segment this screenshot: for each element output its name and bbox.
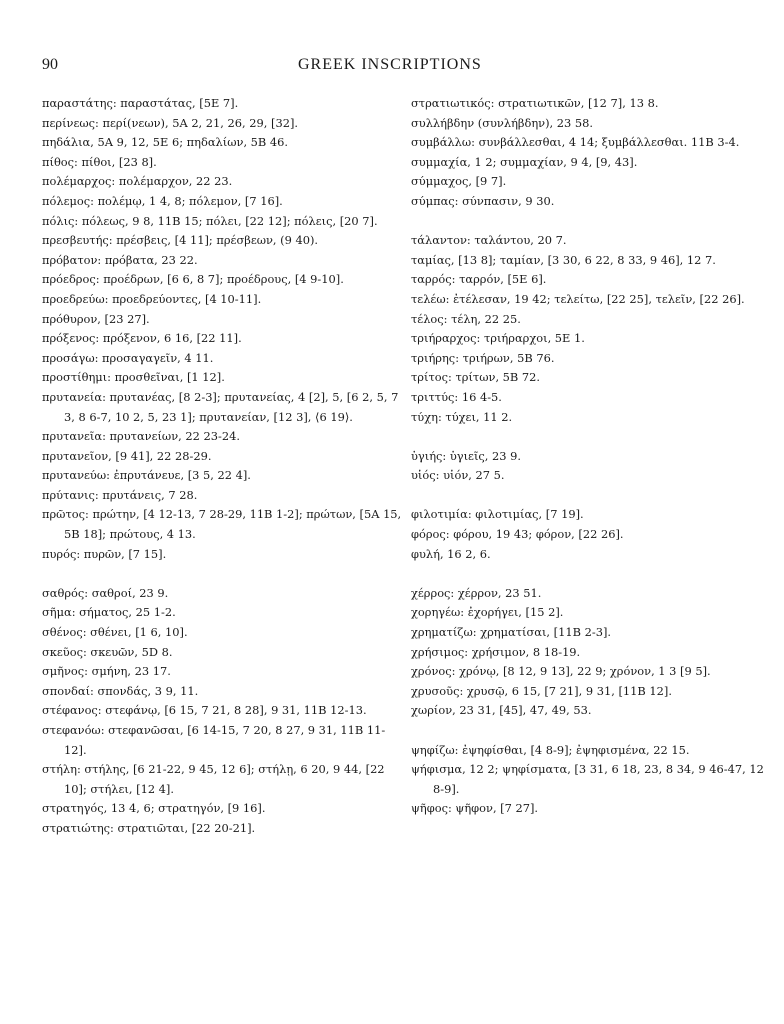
index-entry: χρήσιμος: χρήσιμον, 8 18-19. — [411, 644, 581, 659]
index-entry: τελέω: ἐτέλεσαν, 19 42; τελείτω, [22 25], τελεῖν, [22 26]. — [411, 291, 745, 306]
section-gap — [42, 564, 402, 584]
index-entry: χέρρος: χέρρον, 23 51. — [411, 585, 542, 600]
index-entry: πρόεδρος: προέδρων, [6 6, 8 7]; προέδρους, [4 9-10]. — [42, 272, 344, 287]
index-entry: πρυτανεία: πρυτανέας, [8 2-3]; πρυτανείας, 4 [2], 5, [6 2, 5, 7 3, 8 6-7, 10 2, 5, 23 1]; πρυτανείαν, [12 3], ⟨6 19⟩. — [42, 389, 399, 424]
index-entry: φόρος: φόρου, 19 43; φόρον, [22 26]. — [411, 527, 624, 542]
section-gap — [411, 564, 771, 584]
index-entry: στέφανος: στεφάνῳ, [6 15, 7 21, 8 28], 9 31, 11B 12-13. — [42, 703, 367, 718]
index-entry: συμμαχία, 1 2; συμμαχίαν, 9 4, [9, 43]. — [411, 154, 638, 169]
index-entry: φυλή, 16 2, 6. — [411, 546, 491, 561]
section-gap — [411, 427, 771, 447]
index-entry: τύχη: τύχει, 11 2. — [411, 409, 513, 424]
index-entry: προσάγω: προσαγαγεῖν, 4 11. — [42, 350, 214, 365]
index-entry: ταμίας, [13 8]; ταμίαν, [3 30, 6 22, 8 33, 9 46], 12 7. — [411, 252, 716, 267]
index-entry: πόλεμος: πολέμῳ, 1 4, 8; πόλεμον, [7 16]. — [42, 193, 283, 208]
index-entry: χωρίον, 23 31, [45], 47, 49, 53. — [411, 703, 592, 718]
index-entry: τέλος: τέλη, 22 25. — [411, 311, 521, 326]
index-entry: προστίθημι: προσθεῖναι, [1 12]. — [42, 370, 225, 385]
index-entry: περίνεως: περί(νεων), 5A 2, 21, 26, 29, [32]. — [42, 115, 299, 130]
index-column-left — [42, 94, 402, 839]
index-entry: σπονδαί: σπονδάς, 3 9, 11. — [42, 683, 199, 698]
index-entry: σκεῦος: σκευῶν, 5D 8. — [42, 644, 173, 659]
index-entry: πυρός: πυρῶν, [7 15]. — [42, 546, 167, 561]
index-entry: υἱός: υἱόν, 27 5. — [411, 468, 505, 483]
index-entry: σμῆνος: σμήνη, 23 17. — [42, 664, 171, 679]
index-entry: χρυσοῦς: χρυσῷ, 6 15, [7 21], 9 31, [11B 12]. — [411, 683, 672, 698]
index-entry: πρόθυρον, [23 27]. — [42, 311, 150, 326]
index-entry: τριήραρχος: τριήραρχοι, 5E 1. — [411, 331, 585, 346]
running-title: GREEK INSCRIPTIONS — [298, 56, 482, 73]
index-entry: στεφανόω: στεφανῶσαι, [6 14-15, 7 20, 8 27, 9 31, 11B 11-12]. — [42, 723, 386, 757]
index-entry: ὑγιής: ὑγιεῖς, 23 9. — [411, 448, 522, 463]
index-entry: πρυτανεῖον, [9 41], 22 28-29. — [42, 448, 212, 463]
index-entry: στρατιωτικός: στρατιωτικῶν, [12 7], 13 8. — [411, 96, 659, 110]
index-entry: πολέμαρχος: πολέμαρχον, 22 23. — [42, 174, 233, 189]
index-entry: συμβάλλω: συνβάλλεσθαι, 4 14; ξυμβάλλεσθαι. 11B 3-4. — [411, 135, 740, 150]
page-number: 90 — [42, 56, 58, 73]
index-entry: σαθρός: σαθροί, 23 9. — [42, 585, 169, 600]
index-entry: σῆμα: σήματος, 25 1-2. — [42, 605, 176, 620]
index-entry: συλλήβδην (συνλήβδην), 23 58. — [411, 115, 593, 130]
index-entry: χρηματίζω: χρηματίσαι, [11B 2-3]. — [411, 625, 612, 640]
index-entry: ψήφισμα, 12 2; ψηφίσματα, [3 31, 6 18, 23, 8 34, 9 46-47, 12 8-9]. — [411, 762, 764, 796]
index-entry: χορηγέω: ἐχορήγει, [15 2]. — [411, 605, 564, 620]
index-entry: στρατηγός, 13 4, 6; στρατηγόν, [9 16]. — [42, 801, 266, 816]
index-entry: τρίτος: τρίτων, 5B 72. — [411, 370, 541, 385]
index-entry: πρεσβευτής: πρέσβεις, [4 11]; πρέσβεων, (9 40). — [42, 233, 319, 248]
index-entry: πηδάλια, 5A 9, 12, 5E 6; πηδαλίων, 5B 46. — [42, 135, 289, 150]
index-entry: πρῶτος: πρώτην, [4 12-13, 7 28-29, 11B 1-2]; πρώτων, [5A 15, 5B 18]; πρώτους, 4 13. — [42, 507, 402, 542]
index-entry: τριήρης: τριήρων, 5B 76. — [411, 350, 555, 365]
index-entry: ταρρός: ταρρόν, [5E 6]. — [411, 272, 547, 287]
section-gap — [411, 721, 771, 741]
section-gap — [411, 486, 771, 506]
index-entry: πόλις: πόλεως, 9 8, 11B 15; πόλει, [22 12]; πόλεις, [20 7]. — [42, 213, 378, 228]
index-entry: ψῆφος: ψῆφον, [7 27]. — [411, 801, 539, 816]
index-entry: ψηφίζω: ἐψηφίσθαι, [4 8-9]; ἐψηφισμένα, 22 15. — [411, 742, 690, 757]
index-entry: στρατιώτης: στρατιῶται, [22 20-21]. — [42, 820, 256, 835]
index-entry: πρυτανεύω: ἐπρυτάνευε, [3 5, 22 4]. — [42, 468, 251, 483]
index-entry: χρόνος: χρόνῳ, [8 12, 9 13], 22 9; χρόνον, 1 3 [9 5]. — [411, 664, 711, 679]
index-entry: πρύτανις: πρυτάνεις, 7 28. — [42, 487, 198, 502]
section-gap — [411, 212, 771, 232]
index-entry: σθένος: σθένει, [1 6, 10]. — [42, 625, 188, 640]
index-entry: πρυτανεῖα: πρυτανείων, 22 23-24. — [42, 429, 240, 444]
index-entry: πίθος: πίθοι, [23 8]. — [42, 154, 157, 169]
index-entry: προεδρεύω: προεδρεύοντες, [4 10-11]. — [42, 291, 262, 306]
index-entry: σύμπας: σύνπασιν, 9 30. — [411, 193, 555, 208]
index-entry: φιλοτιμία: φιλοτιμίας, [7 19]. — [411, 507, 584, 522]
index-entry: στήλη: στήλης, [6 21-22, 9 45, 12 6]; στήλῃ, 6 20, 9 44, [22 10]; στήλει, [12 4]. — [42, 762, 385, 796]
index-entry: τάλαντον: ταλάντου, 20 7. — [411, 233, 567, 248]
index-column-right — [411, 94, 771, 819]
index-entry: σύμμαχος, [9 7]. — [411, 174, 507, 189]
page-header — [0, 56, 784, 80]
index-entry: πρόβατον: πρόβατα, 23 22. — [42, 252, 198, 267]
index-entry: τριττύς: 16 4-5. — [411, 389, 502, 404]
index-entry: παραστάτης: παραστάτας, [5E 7]. — [42, 96, 239, 110]
index-entry: πρόξενος: πρόξενον, 6 16, [22 11]. — [42, 331, 242, 346]
